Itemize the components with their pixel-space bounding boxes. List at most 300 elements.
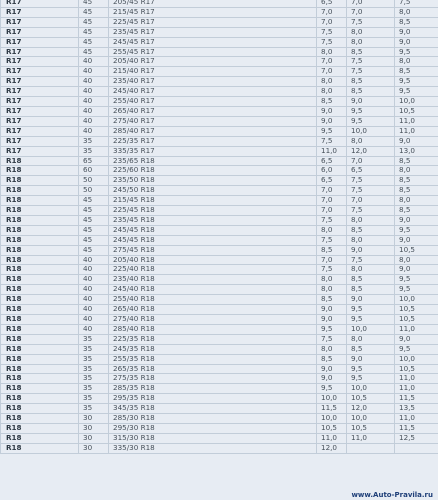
max-rim-width-cell: 11,0 xyxy=(395,414,438,424)
table-row xyxy=(1,225,438,235)
table-row xyxy=(1,235,438,245)
min-rim-width-cell: 7,5 xyxy=(317,235,347,245)
optimal-rim-width-cell: 12,0 xyxy=(347,146,395,156)
rim-diameter-cell: R17 xyxy=(1,47,79,57)
table-row xyxy=(1,344,438,354)
min-rim-width-cell: 7,5 xyxy=(317,27,347,37)
min-rim-width-cell: 8,5 xyxy=(317,97,347,107)
table-row xyxy=(1,324,438,334)
max-rim-width-cell: 10,0 xyxy=(395,295,438,305)
rim-diameter-cell: R18 xyxy=(1,265,79,275)
min-rim-width-cell: 8,0 xyxy=(317,285,347,295)
max-rim-width-cell: 10,5 xyxy=(395,364,438,374)
optimal-rim-width-cell: 9,5 xyxy=(347,315,395,325)
rim-diameter-cell: R18 xyxy=(1,433,79,443)
min-rim-width-cell: 6,5 xyxy=(317,176,347,186)
table-row xyxy=(1,414,438,424)
rim-diameter-cell: R18 xyxy=(1,275,79,285)
min-rim-width-cell: 6,0 xyxy=(317,166,347,176)
min-rim-width-cell: 8,0 xyxy=(317,225,347,235)
table-row xyxy=(1,196,438,206)
rim-diameter-cell: R18 xyxy=(1,414,79,424)
min-rim-width-cell: 7,0 xyxy=(317,255,347,265)
profile-ratio-cell: 45 xyxy=(79,17,109,27)
max-rim-width-cell: 8,5 xyxy=(395,186,438,196)
profile-ratio-cell: 30 xyxy=(79,443,109,453)
min-rim-width-cell: 8,0 xyxy=(317,344,347,354)
profile-ratio-cell: 30 xyxy=(79,414,109,424)
profile-ratio-cell: 35 xyxy=(79,146,109,156)
profile-ratio-cell: 40 xyxy=(79,77,109,87)
optimal-rim-width-cell: 8,5 xyxy=(347,285,395,295)
min-rim-width-cell: 8,5 xyxy=(317,354,347,364)
optimal-rim-width-cell: 8,0 xyxy=(347,334,395,344)
table-row xyxy=(1,47,438,57)
rim-diameter-cell: R17 xyxy=(1,67,79,77)
table-body xyxy=(1,0,438,453)
table-row xyxy=(1,97,438,107)
table-row xyxy=(1,136,438,146)
rim-diameter-cell: R18 xyxy=(1,384,79,394)
profile-ratio-cell: 40 xyxy=(79,285,109,295)
max-rim-width-cell: 10,5 xyxy=(395,106,438,116)
optimal-rim-width-cell: 7,5 xyxy=(347,186,395,196)
rim-diameter-cell: R18 xyxy=(1,334,79,344)
min-rim-width-cell: 9,0 xyxy=(317,374,347,384)
min-rim-width-cell: 8,0 xyxy=(317,275,347,285)
table-row xyxy=(1,384,438,394)
min-rim-width-cell: 9,0 xyxy=(317,305,347,315)
rim-diameter-cell: R18 xyxy=(1,176,79,186)
optimal-rim-width-cell: 7,0 xyxy=(347,0,395,7)
min-rim-width-cell: 7,0 xyxy=(317,57,347,67)
rim-diameter-cell: R18 xyxy=(1,315,79,325)
min-rim-width-cell: 7,5 xyxy=(317,37,347,47)
tire-size-cell: 285/35 R18 xyxy=(109,384,317,394)
table-row xyxy=(1,156,438,166)
profile-ratio-cell: 30 xyxy=(79,423,109,433)
rim-diameter-cell: R18 xyxy=(1,324,79,334)
rim-diameter-cell: R18 xyxy=(1,166,79,176)
max-rim-width-cell: 8,0 xyxy=(395,196,438,206)
tire-size-cell: 235/40 R17 xyxy=(109,77,317,87)
max-rim-width-cell: 8,5 xyxy=(395,156,438,166)
optimal-rim-width-cell: 9,5 xyxy=(347,364,395,374)
profile-ratio-cell: 35 xyxy=(79,364,109,374)
table-row xyxy=(1,166,438,176)
optimal-rim-width-cell: 8,0 xyxy=(347,136,395,146)
table-row xyxy=(1,146,438,156)
optimal-rim-width-cell: 9,5 xyxy=(347,116,395,126)
max-rim-width-cell: 8,5 xyxy=(395,67,438,77)
max-rim-width-cell: 9,0 xyxy=(395,334,438,344)
profile-ratio-cell: 45 xyxy=(79,245,109,255)
optimal-rim-width-cell: 8,5 xyxy=(347,87,395,97)
table-row xyxy=(1,433,438,443)
table-row xyxy=(1,106,438,116)
rim-diameter-cell: R18 xyxy=(1,364,79,374)
max-rim-width-cell: 10,5 xyxy=(395,305,438,315)
profile-ratio-cell: 40 xyxy=(79,255,109,265)
max-rim-width-cell: 9,0 xyxy=(395,136,438,146)
max-rim-width-cell: 9,0 xyxy=(395,265,438,275)
optimal-rim-width-cell: 8,0 xyxy=(347,235,395,245)
profile-ratio-cell: 45 xyxy=(79,47,109,57)
min-rim-width-cell: 7,0 xyxy=(317,7,347,17)
tire-size-cell: 215/45 R17 xyxy=(109,7,317,17)
rim-diameter-cell: R18 xyxy=(1,404,79,414)
optimal-rim-width-cell: 10,5 xyxy=(347,423,395,433)
min-rim-width-cell: 12,0 xyxy=(317,443,347,453)
optimal-rim-width-cell: 8,5 xyxy=(347,47,395,57)
table-row xyxy=(1,275,438,285)
max-rim-width-cell: 9,0 xyxy=(395,27,438,37)
optimal-rim-width-cell: 7,0 xyxy=(347,196,395,206)
max-rim-width-cell: 8,0 xyxy=(395,57,438,67)
profile-ratio-cell: 45 xyxy=(79,215,109,225)
profile-ratio-cell: 35 xyxy=(79,404,109,414)
tire-size-cell: 295/30 R18 xyxy=(109,423,317,433)
rim-diameter-cell: R17 xyxy=(1,106,79,116)
tire-size-cell: 255/35 R18 xyxy=(109,354,317,364)
max-rim-width-cell: 13,5 xyxy=(395,404,438,414)
optimal-rim-width-cell: 8,5 xyxy=(347,225,395,235)
optimal-rim-width-cell: 10,0 xyxy=(347,384,395,394)
max-rim-width-cell: 11,5 xyxy=(395,423,438,433)
rim-diameter-cell: R17 xyxy=(1,97,79,107)
rim-diameter-cell: R18 xyxy=(1,156,79,166)
optimal-rim-width-cell: 9,5 xyxy=(347,106,395,116)
tire-size-cell: 295/35 R18 xyxy=(109,394,317,404)
rim-diameter-cell: R17 xyxy=(1,37,79,47)
tire-size-cell: 345/35 R18 xyxy=(109,404,317,414)
site-watermark: www.Auto-Pravila.ru xyxy=(351,491,433,499)
profile-ratio-cell: 40 xyxy=(79,97,109,107)
optimal-rim-width-cell: 8,5 xyxy=(347,344,395,354)
rim-diameter-cell: R17 xyxy=(1,7,79,17)
max-rim-width-cell: 8,5 xyxy=(395,176,438,186)
rim-diameter-cell: R17 xyxy=(1,77,79,87)
optimal-rim-width-cell: 8,0 xyxy=(347,27,395,37)
max-rim-width-cell: 11,0 xyxy=(395,374,438,384)
profile-ratio-cell: 40 xyxy=(79,87,109,97)
rim-diameter-cell: R18 xyxy=(1,443,79,453)
rim-diameter-cell: R17 xyxy=(1,0,79,7)
rim-diameter-cell: R17 xyxy=(1,136,79,146)
tire-size-cell: 335/30 R18 xyxy=(109,443,317,453)
min-rim-width-cell: 7,0 xyxy=(317,17,347,27)
tire-size-cell: 205/40 R18 xyxy=(109,255,317,265)
tire-size-cell: 245/40 R17 xyxy=(109,87,317,97)
rim-diameter-cell: R17 xyxy=(1,17,79,27)
rim-diameter-cell: R18 xyxy=(1,423,79,433)
profile-ratio-cell: 40 xyxy=(79,295,109,305)
optimal-rim-width-cell: 6,5 xyxy=(347,166,395,176)
optimal-rim-width-cell: 10,5 xyxy=(347,394,395,404)
max-rim-width-cell: 9,5 xyxy=(395,77,438,87)
profile-ratio-cell: 30 xyxy=(79,433,109,443)
tire-size-cell: 285/40 R18 xyxy=(109,324,317,334)
tire-size-cell: 265/40 R17 xyxy=(109,106,317,116)
optimal-rim-width-cell: 9,0 xyxy=(347,295,395,305)
optimal-rim-width-cell: 9,0 xyxy=(347,97,395,107)
table-row xyxy=(1,27,438,37)
profile-ratio-cell: 35 xyxy=(79,394,109,404)
rim-diameter-cell: R17 xyxy=(1,57,79,67)
profile-ratio-cell: 40 xyxy=(79,265,109,275)
tire-size-cell: 245/40 R18 xyxy=(109,285,317,295)
tire-size-cell: 225/60 R18 xyxy=(109,166,317,176)
profile-ratio-cell: 45 xyxy=(79,0,109,7)
profile-ratio-cell: 40 xyxy=(79,57,109,67)
tire-size-cell: 245/45 R18 xyxy=(109,235,317,245)
tire-size-cell: 255/45 R17 xyxy=(109,47,317,57)
table-row xyxy=(1,17,438,27)
max-rim-width-cell: 9,0 xyxy=(395,215,438,225)
tire-size-cell: 205/40 R17 xyxy=(109,57,317,67)
tire-size-cell: 255/40 R17 xyxy=(109,97,317,107)
min-rim-width-cell: 9,0 xyxy=(317,364,347,374)
tire-size-cell: 285/30 R18 xyxy=(109,414,317,424)
optimal-rim-width-cell: 10,0 xyxy=(347,414,395,424)
rim-diameter-cell: R18 xyxy=(1,206,79,216)
profile-ratio-cell: 40 xyxy=(79,305,109,315)
max-rim-width-cell: 8,0 xyxy=(395,255,438,265)
max-rim-width-cell: 10,5 xyxy=(395,245,438,255)
min-rim-width-cell: 10,0 xyxy=(317,394,347,404)
rim-diameter-cell: R18 xyxy=(1,225,79,235)
optimal-rim-width-cell: 9,0 xyxy=(347,245,395,255)
profile-ratio-cell: 65 xyxy=(79,156,109,166)
tire-size-cell: 245/35 R18 xyxy=(109,344,317,354)
min-rim-width-cell: 8,0 xyxy=(317,77,347,87)
max-rim-width-cell: 11,0 xyxy=(395,116,438,126)
min-rim-width-cell: 7,0 xyxy=(317,196,347,206)
tire-size-cell: 245/50 R18 xyxy=(109,186,317,196)
optimal-rim-width-cell: 8,0 xyxy=(347,37,395,47)
optimal-rim-width-cell: 7,5 xyxy=(347,176,395,186)
table-row xyxy=(1,285,438,295)
min-rim-width-cell: 9,0 xyxy=(317,106,347,116)
profile-ratio-cell: 35 xyxy=(79,136,109,146)
tire-size-cell: 225/35 R17 xyxy=(109,136,317,146)
max-rim-width-cell: 9,5 xyxy=(395,225,438,235)
rim-diameter-cell: R17 xyxy=(1,27,79,37)
profile-ratio-cell: 45 xyxy=(79,196,109,206)
table-row xyxy=(1,443,438,453)
tire-size-cell: 235/45 R17 xyxy=(109,27,317,37)
min-rim-width-cell: 7,5 xyxy=(317,334,347,344)
min-rim-width-cell: 6,5 xyxy=(317,156,347,166)
optimal-rim-width-cell: 10,0 xyxy=(347,324,395,334)
table-row xyxy=(1,116,438,126)
tire-size-cell: 275/40 R17 xyxy=(109,116,317,126)
min-rim-width-cell: 6,5 xyxy=(317,0,347,7)
tire-size-cell: 225/40 R18 xyxy=(109,265,317,275)
table-row xyxy=(1,364,438,374)
min-rim-width-cell: 8,5 xyxy=(317,295,347,305)
table-row xyxy=(1,354,438,364)
profile-ratio-cell: 45 xyxy=(79,7,109,17)
min-rim-width-cell: 9,5 xyxy=(317,384,347,394)
table-row xyxy=(1,404,438,414)
tire-size-cell: 335/35 R17 xyxy=(109,146,317,156)
rim-diameter-cell: R18 xyxy=(1,235,79,245)
table-row xyxy=(1,87,438,97)
max-rim-width-cell: 7,5 xyxy=(395,0,438,7)
min-rim-width-cell: 7,5 xyxy=(317,136,347,146)
table-row xyxy=(1,295,438,305)
profile-ratio-cell: 50 xyxy=(79,176,109,186)
rim-diameter-cell: R17 xyxy=(1,116,79,126)
tire-size-cell: 315/30 R18 xyxy=(109,433,317,443)
rim-diameter-cell: R18 xyxy=(1,285,79,295)
min-rim-width-cell: 11,0 xyxy=(317,433,347,443)
rim-diameter-cell: R17 xyxy=(1,126,79,136)
max-rim-width-cell: 9,5 xyxy=(395,285,438,295)
tire-size-cell: 215/45 R18 xyxy=(109,196,317,206)
tire-size-cell: 275/35 R18 xyxy=(109,374,317,384)
rim-diameter-cell: R18 xyxy=(1,305,79,315)
profile-ratio-cell: 35 xyxy=(79,384,109,394)
tire-size-cell: 215/40 R17 xyxy=(109,67,317,77)
max-rim-width-cell: 11,0 xyxy=(395,384,438,394)
tire-size-cell: 255/40 R18 xyxy=(109,295,317,305)
max-rim-width-cell: 9,5 xyxy=(395,344,438,354)
optimal-rim-width-cell: 12,0 xyxy=(347,404,395,414)
tire-size-cell: 225/45 R17 xyxy=(109,17,317,27)
profile-ratio-cell: 50 xyxy=(79,186,109,196)
table-row xyxy=(1,67,438,77)
rim-diameter-cell: R17 xyxy=(1,87,79,97)
optimal-rim-width-cell: 7,5 xyxy=(347,67,395,77)
profile-ratio-cell: 35 xyxy=(79,334,109,344)
profile-ratio-cell: 45 xyxy=(79,37,109,47)
min-rim-width-cell: 7,5 xyxy=(317,215,347,225)
max-rim-width-cell: 8,0 xyxy=(395,7,438,17)
max-rim-width-cell: 10,5 xyxy=(395,315,438,325)
table-row xyxy=(1,255,438,265)
tire-size-cell: 235/45 R18 xyxy=(109,215,317,225)
rim-diameter-cell: R17 xyxy=(1,146,79,156)
optimal-rim-width-cell: 9,5 xyxy=(347,374,395,384)
profile-ratio-cell: 40 xyxy=(79,116,109,126)
max-rim-width-cell: 10,0 xyxy=(395,97,438,107)
min-rim-width-cell: 9,5 xyxy=(317,126,347,136)
optimal-rim-width-cell: 8,5 xyxy=(347,275,395,285)
max-rim-width-cell: 11,0 xyxy=(395,126,438,136)
rim-diameter-cell: R18 xyxy=(1,186,79,196)
min-rim-width-cell: 7,0 xyxy=(317,186,347,196)
tire-size-cell: 235/65 R18 xyxy=(109,156,317,166)
table-row xyxy=(1,176,438,186)
table-row xyxy=(1,0,438,7)
profile-ratio-cell: 35 xyxy=(79,344,109,354)
optimal-rim-width-cell: 9,5 xyxy=(347,305,395,315)
tire-size-cell: 205/45 R17 xyxy=(109,0,317,7)
table-row xyxy=(1,57,438,67)
profile-ratio-cell: 60 xyxy=(79,166,109,176)
table-row xyxy=(1,215,438,225)
rim-diameter-cell: R18 xyxy=(1,295,79,305)
rim-diameter-cell: R18 xyxy=(1,374,79,384)
max-rim-width-cell: 12,5 xyxy=(395,433,438,443)
tire-size-cell: 275/45 R18 xyxy=(109,245,317,255)
table-row xyxy=(1,394,438,404)
rim-diameter-cell: R18 xyxy=(1,354,79,364)
tire-size-cell: 235/40 R18 xyxy=(109,275,317,285)
max-rim-width-cell: 11,0 xyxy=(395,324,438,334)
table-row xyxy=(1,126,438,136)
profile-ratio-cell: 40 xyxy=(79,106,109,116)
max-rim-width-cell: 9,5 xyxy=(395,275,438,285)
tire-size-cell: 235/50 R18 xyxy=(109,176,317,186)
tire-size-cell: 245/45 R18 xyxy=(109,225,317,235)
table-row xyxy=(1,423,438,433)
optimal-rim-width-cell: 7,5 xyxy=(347,17,395,27)
tire-size-cell: 285/40 R17 xyxy=(109,126,317,136)
min-rim-width-cell: 11,5 xyxy=(317,404,347,414)
optimal-rim-width-cell xyxy=(347,443,395,453)
max-rim-width-cell xyxy=(395,443,438,453)
min-rim-width-cell: 9,5 xyxy=(317,324,347,334)
min-rim-width-cell: 8,0 xyxy=(317,47,347,57)
optimal-rim-width-cell: 7,5 xyxy=(347,255,395,265)
min-rim-width-cell: 9,0 xyxy=(317,315,347,325)
profile-ratio-cell: 45 xyxy=(79,206,109,216)
max-rim-width-cell: 11,5 xyxy=(395,394,438,404)
rim-diameter-cell: R18 xyxy=(1,245,79,255)
rim-diameter-cell: R18 xyxy=(1,215,79,225)
table-row xyxy=(1,245,438,255)
table-row xyxy=(1,186,438,196)
optimal-rim-width-cell: 7,5 xyxy=(347,57,395,67)
min-rim-width-cell: 10,5 xyxy=(317,423,347,433)
profile-ratio-cell: 40 xyxy=(79,67,109,77)
rim-diameter-cell: R18 xyxy=(1,255,79,265)
profile-ratio-cell: 45 xyxy=(79,235,109,245)
rim-diameter-cell: R18 xyxy=(1,394,79,404)
optimal-rim-width-cell: 8,5 xyxy=(347,77,395,87)
min-rim-width-cell: 9,0 xyxy=(317,116,347,126)
tire-size-cell: 225/35 R18 xyxy=(109,334,317,344)
table-row xyxy=(1,334,438,344)
optimal-rim-width-cell: 10,0 xyxy=(347,126,395,136)
min-rim-width-cell: 8,5 xyxy=(317,245,347,255)
table-row xyxy=(1,265,438,275)
profile-ratio-cell: 35 xyxy=(79,374,109,384)
profile-ratio-cell: 40 xyxy=(79,275,109,285)
table-row xyxy=(1,315,438,325)
table-row xyxy=(1,206,438,216)
rim-diameter-cell: R18 xyxy=(1,344,79,354)
rim-diameter-cell: R18 xyxy=(1,196,79,206)
max-rim-width-cell: 13,0 xyxy=(395,146,438,156)
table-row xyxy=(1,374,438,384)
tire-size-cell: 245/45 R17 xyxy=(109,37,317,47)
profile-ratio-cell: 40 xyxy=(79,324,109,334)
max-rim-width-cell: 8,5 xyxy=(395,17,438,27)
max-rim-width-cell: 8,0 xyxy=(395,166,438,176)
profile-ratio-cell: 40 xyxy=(79,126,109,136)
max-rim-width-cell: 8,5 xyxy=(395,206,438,216)
min-rim-width-cell: 7,0 xyxy=(317,67,347,77)
optimal-rim-width-cell: 7,5 xyxy=(347,206,395,216)
table-row xyxy=(1,77,438,87)
max-rim-width-cell: 9,0 xyxy=(395,37,438,47)
optimal-rim-width-cell: 9,0 xyxy=(347,354,395,364)
optimal-rim-width-cell: 7,0 xyxy=(347,7,395,17)
